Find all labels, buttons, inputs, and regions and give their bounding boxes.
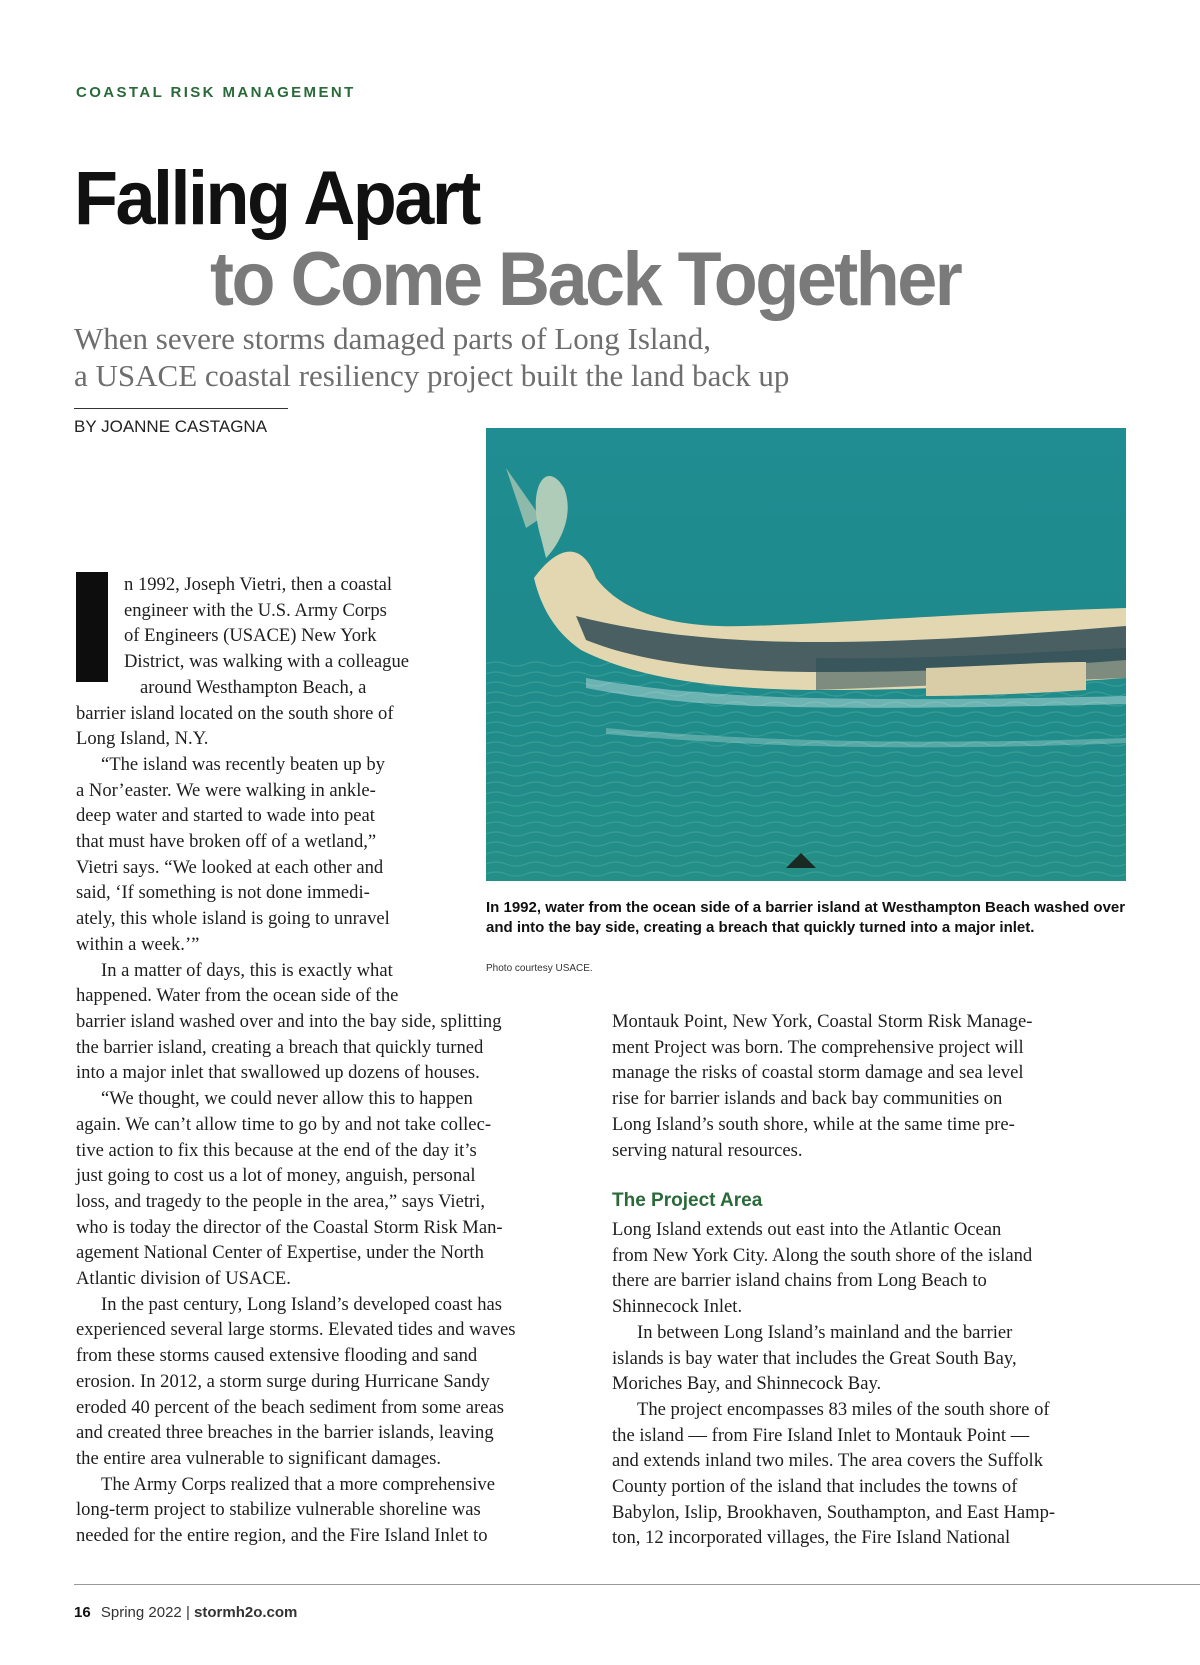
text-line: loss, and tragedy to the people in the area,” says Vietri, (76, 1190, 486, 1212)
byline: BY JOANNE CASTAGNA (74, 417, 268, 436)
text-line: In between Long Island’s mainland and the barrier (637, 1321, 1013, 1343)
text-line: there are barrier island chains from Long Beach to (612, 1270, 987, 1292)
text-line: from New York City. Along the south shore of the island (612, 1244, 1033, 1266)
text-line: engineer with the U.S. Army Corps (124, 599, 387, 621)
photo-credit: Photo courtesy USACE. (486, 963, 593, 974)
aerial-photo (486, 428, 1126, 881)
text-line: erosion. In 2012, a storm surge during Hurricane Sandy (76, 1370, 490, 1392)
text-line: and extends inland two miles. The area covers the Suffolk (612, 1450, 1043, 1472)
photo-caption: In 1992, water from the ocean side of a barrier island at Westhampton Beach washed over and into the bay side, creating a breach that quickly turned into a major inlet. (486, 899, 1126, 936)
section-heading-project-area: The Project Area (612, 1190, 763, 1211)
issue-label: Spring 2022 (100, 1604, 182, 1621)
text-line: Shinnecock Inlet. (612, 1296, 743, 1318)
page-number: 16 (74, 1604, 91, 1621)
text-line: manage the risks of coastal storm damage and sea level (612, 1062, 1024, 1084)
text-line: who is today the director of the Coastal Storm Risk Man- (76, 1216, 503, 1238)
text-line: agement National Center of Expertise, under the North (76, 1242, 484, 1264)
text-line: Long Island’s south shore, while at the same time pre- (612, 1113, 1015, 1135)
text-line: The project encompasses 83 miles of the south shore of (637, 1398, 1050, 1420)
article-title-line2: to Come Back Together (210, 237, 961, 322)
text-line: around Westhampton Beach, a (140, 676, 367, 698)
page-footer (74, 1604, 297, 1621)
text-line: eroded 40 percent of the beach sediment from some areas (76, 1396, 504, 1418)
text-line: In a matter of days, this is exactly what (101, 959, 393, 981)
text-line: Montauk Point, New York, Coastal Storm Risk Manage- (612, 1011, 1033, 1032)
text-line: In the past century, Long Island’s developed coast has (101, 1293, 503, 1315)
subtitle-line: a USACE coastal resiliency project built the land back up (74, 358, 790, 393)
text-line: of Engineers (USACE) New York (124, 625, 377, 647)
text-line: said, ‘If something is not done immedi- (76, 882, 370, 904)
text-line: long-term project to stabilize vulnerable shoreline was (76, 1499, 481, 1521)
text-line: barrier island located on the south shore of (76, 702, 394, 724)
text-line: ately, this whole island is going to unravel (76, 908, 390, 930)
section-label: COASTAL RISK MANAGEMENT (76, 84, 356, 101)
text-line: from these storms caused extensive flooding and sand (76, 1345, 478, 1367)
text-line: ment Project was born. The comprehensive project will (612, 1036, 1024, 1058)
text-line: happened. Water from the ocean side of the (76, 985, 399, 1007)
text-line: the island — from Fire Island Inlet to Montauk Point — (612, 1424, 1030, 1446)
text-line: ton, 12 incorporated villages, the Fire Island National (612, 1527, 1011, 1549)
text-line: n 1992, Joseph Vietri, then a coastal (124, 574, 393, 595)
text-line: County portion of the island that includes the towns of (612, 1476, 1018, 1498)
text-line: The Army Corps realized that a more comprehensive (101, 1473, 495, 1495)
text-line: just going to cost us a lot of money, anguish, personal (76, 1165, 476, 1187)
site-link[interactable]: stormh2o.com (194, 1604, 298, 1621)
text-line: experienced several large storms. Elevated tides and waves (76, 1319, 516, 1341)
text-line: Long Island extends out east into the Atlantic Ocean (612, 1219, 1002, 1240)
text-line: that must have broken off of a wetland,” (76, 831, 377, 853)
text-line: Atlantic division of USACE. (76, 1268, 291, 1290)
text-line: again. We can’t allow time to go by and not take collec- (76, 1113, 492, 1135)
text-line: Long Island, N.Y. (76, 728, 209, 750)
text-line: islands is bay water that includes the Great South Bay, (612, 1347, 1017, 1369)
text-line: Babylon, Islip, Brookhaven, Southampton, and East Hamp- (612, 1501, 1056, 1523)
footer-separator: | (185, 1604, 190, 1621)
text-line: “We thought, we could never allow this to happen (101, 1088, 473, 1110)
subtitle-line: When severe storms damaged parts of Long Island, (74, 321, 712, 356)
text-line: within a week.’” (76, 933, 200, 955)
text-line: the barrier island, creating a breach that quickly turned (76, 1036, 484, 1058)
text-line: serving natural resources. (612, 1139, 803, 1161)
text-line: deep water and started to wade into peat (76, 805, 375, 827)
text-line: District, was walking with a colleague (124, 651, 410, 673)
text-line: Vietri says. “We looked at each other and (76, 856, 384, 878)
article-title-line1: Falling Apart (74, 156, 479, 241)
text-line: the entire area vulnerable to significant damages. (76, 1447, 442, 1469)
text-line: “The island was recently beaten up by (101, 753, 385, 775)
byline-rule (74, 408, 288, 409)
column2-intro (612, 1009, 1032, 1163)
text-line: and created three breaches in the barrier islands, leaving (76, 1422, 494, 1444)
text-line: tive action to fix this because at the end of the day it’s (76, 1139, 477, 1161)
article-subtitle (74, 320, 974, 394)
text-line: needed for the entire region, and the Fire Island Inlet to (76, 1525, 488, 1547)
column1-upper (76, 572, 409, 1009)
column1-lower (76, 1009, 516, 1549)
column2-body (612, 1217, 1055, 1551)
footer-rule (74, 1584, 1200, 1585)
text-line: a Nor’easter. We were walking in ankle- (76, 779, 376, 801)
text-line: Moriches Bay, and Shinnecock Bay. (612, 1373, 882, 1395)
text-line: into a major inlet that swallowed up dozens of houses. (76, 1062, 480, 1084)
text-line: rise for barrier islands and back bay communities on (612, 1088, 1003, 1110)
text-line: barrier island washed over and into the bay side, splitting (76, 1011, 502, 1032)
